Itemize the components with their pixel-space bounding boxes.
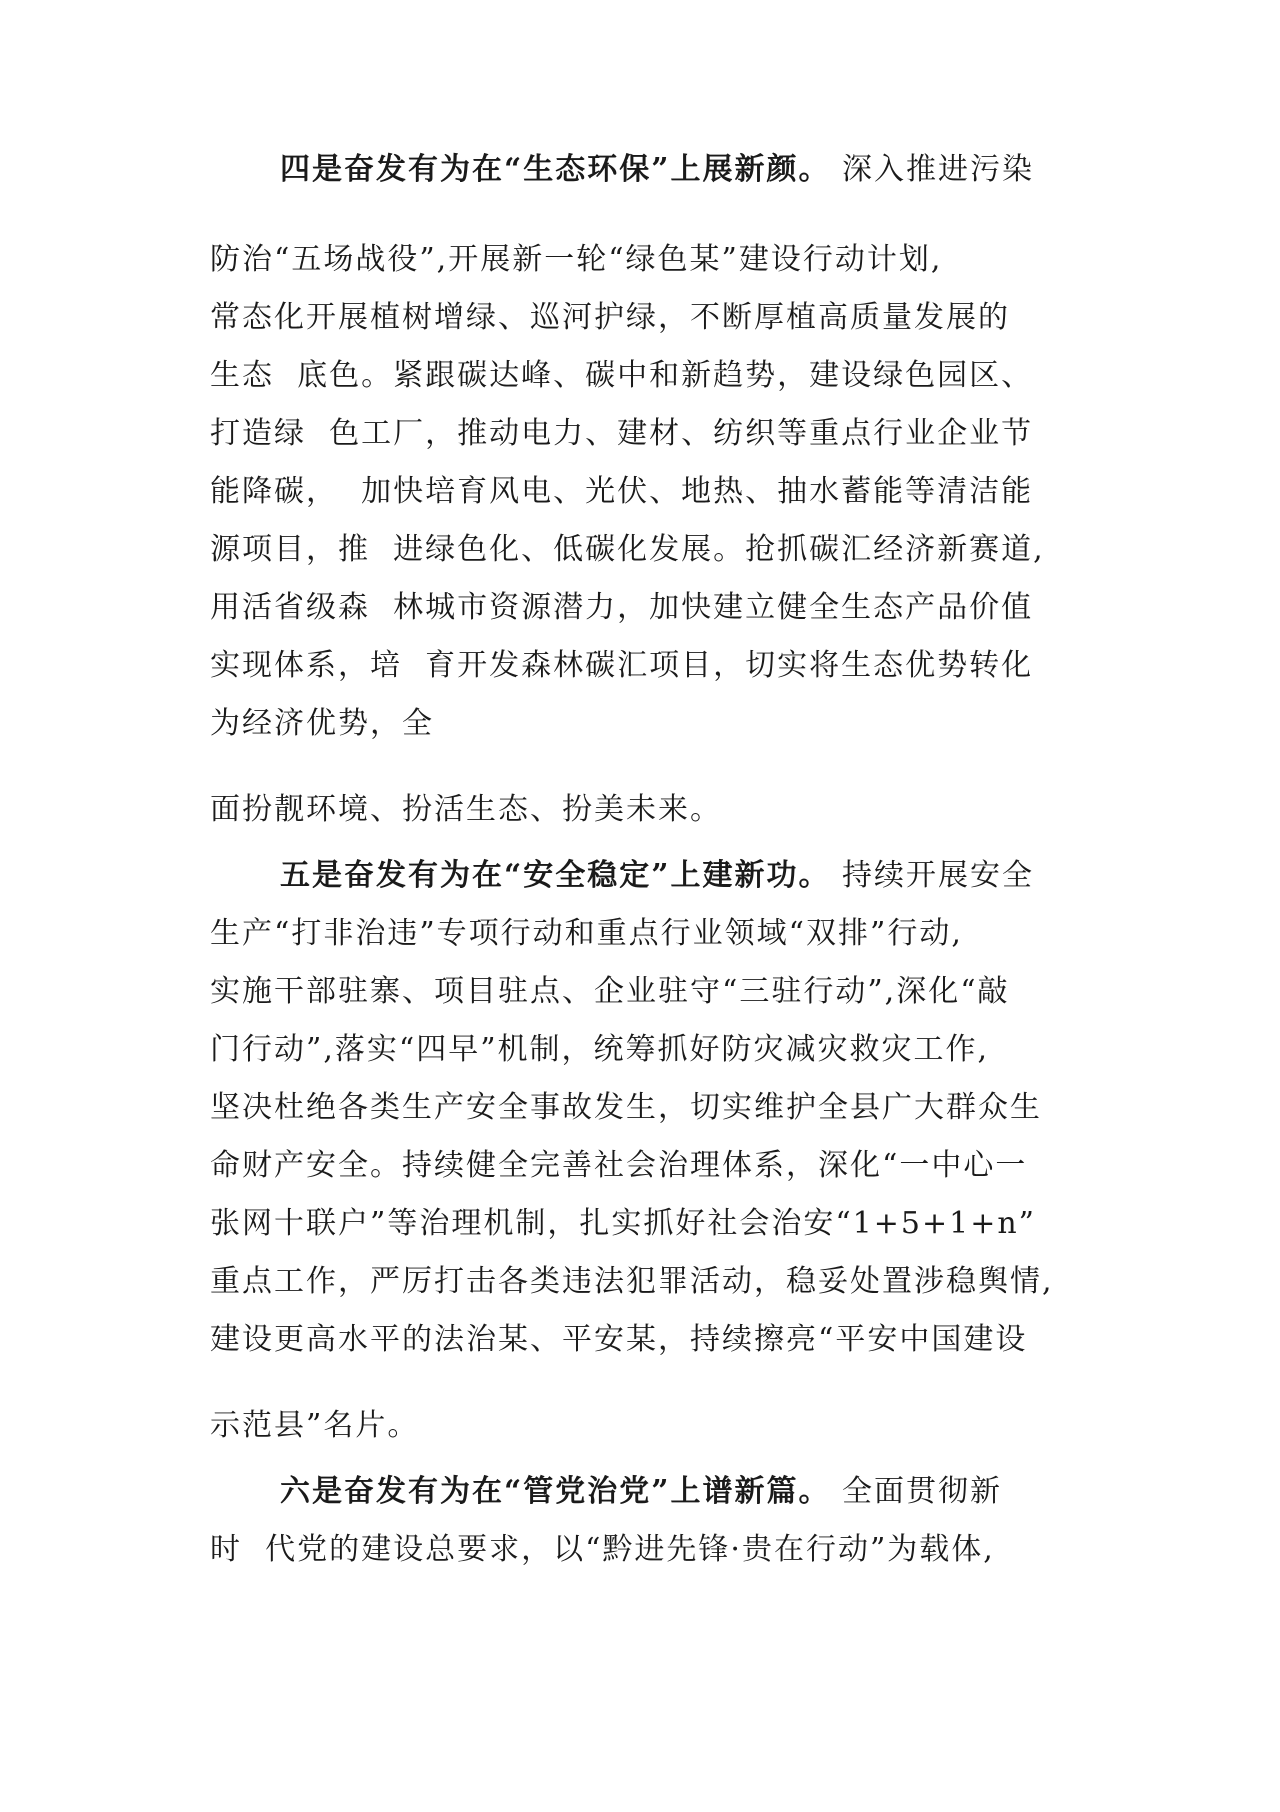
paragraph-line: 实施干部驻寨、项目驻点、企业驻守“三驻行动”,深化“敲 bbox=[210, 974, 1010, 1009]
section-heading: 六是奋发有为在“管党治党”上谱新篇。 bbox=[280, 1474, 831, 1509]
paragraph-text: 深入推进污染 bbox=[830, 152, 1035, 187]
paragraph-line: 用活省级森 林城市资源潜力，加快建立健全生态产品价值 bbox=[210, 590, 1034, 625]
paragraph-line: 实现体系，培 育开发森林碳汇项目，切实将生态优势转化 bbox=[210, 648, 1034, 683]
paragraph-line: 面扮靓环境、扮活生态、扮美未来。 bbox=[210, 792, 722, 827]
paragraph-line: 防治“五场战役”,开展新一轮“绿色某”建设行动计划, bbox=[210, 242, 943, 277]
paragraph-line: 命财产安全。持续健全完善社会治理体系，深化“一中心一 bbox=[210, 1148, 1028, 1183]
paragraph-line bbox=[280, 1472, 1002, 1512]
section-heading: 五是奋发有为在“安全稳定”上建新功。 bbox=[280, 858, 831, 893]
paragraph-line: 张网十联户”等治理机制，扎实抓好社会治安“1+5+1+n” bbox=[210, 1206, 1037, 1241]
paragraph-line: 重点工作，严厉打击各类违法犯罪活动，稳妥处置涉稳舆情, bbox=[210, 1264, 1054, 1299]
paragraph-line: 坚决杜绝各类生产安全事故发生，切实维护全县广大群众生 bbox=[210, 1090, 1042, 1125]
paragraph-line: 门行动”,落实“四早”机制，统筹抓好防灾减灾救灾工作, bbox=[210, 1032, 990, 1067]
paragraph-line: 时 代党的建设总要求，以“黔进先锋·贵在行动”为载体, bbox=[210, 1532, 995, 1567]
paragraph-line: 建设更高水平的法治某、平安某，持续擦亮“平安中国建设 bbox=[210, 1322, 1028, 1357]
paragraph-line: 生产“打非治违”专项行动和重点行业领域“双排”行动, bbox=[210, 916, 963, 951]
paragraph-text: 全面贯彻新 bbox=[830, 1474, 1003, 1509]
paragraph-line: 能降碳， 加快培育风电、光伏、地热、抽水蓄能等清洁能 bbox=[210, 474, 1034, 509]
paragraph-line: 源项目，推 进绿色化、低碳化发展。抢抓碳汇经济新赛道, bbox=[210, 532, 1045, 567]
paragraph-line bbox=[280, 856, 1034, 896]
paragraph-line: 打造绿 色工厂，推动电力、建材、纺织等重点行业企业节 bbox=[210, 416, 1034, 451]
paragraph-line: 常态化开展植树增绿、巡河护绿，不断厚植高质量发展的 bbox=[210, 300, 1010, 335]
paragraph-line: 为经济优势，全 bbox=[210, 706, 434, 741]
section-heading: 四是奋发有为在“生态环保”上展新颜。 bbox=[280, 152, 831, 187]
paragraph-line bbox=[280, 150, 1034, 190]
paragraph-text: 持续开展安全 bbox=[830, 858, 1035, 893]
paragraph-line: 示范县”名片。 bbox=[210, 1408, 420, 1443]
paragraph-line: 生态 底色。紧跟碳达峰、碳中和新趋势，建设绿色园区、 bbox=[210, 358, 1034, 393]
